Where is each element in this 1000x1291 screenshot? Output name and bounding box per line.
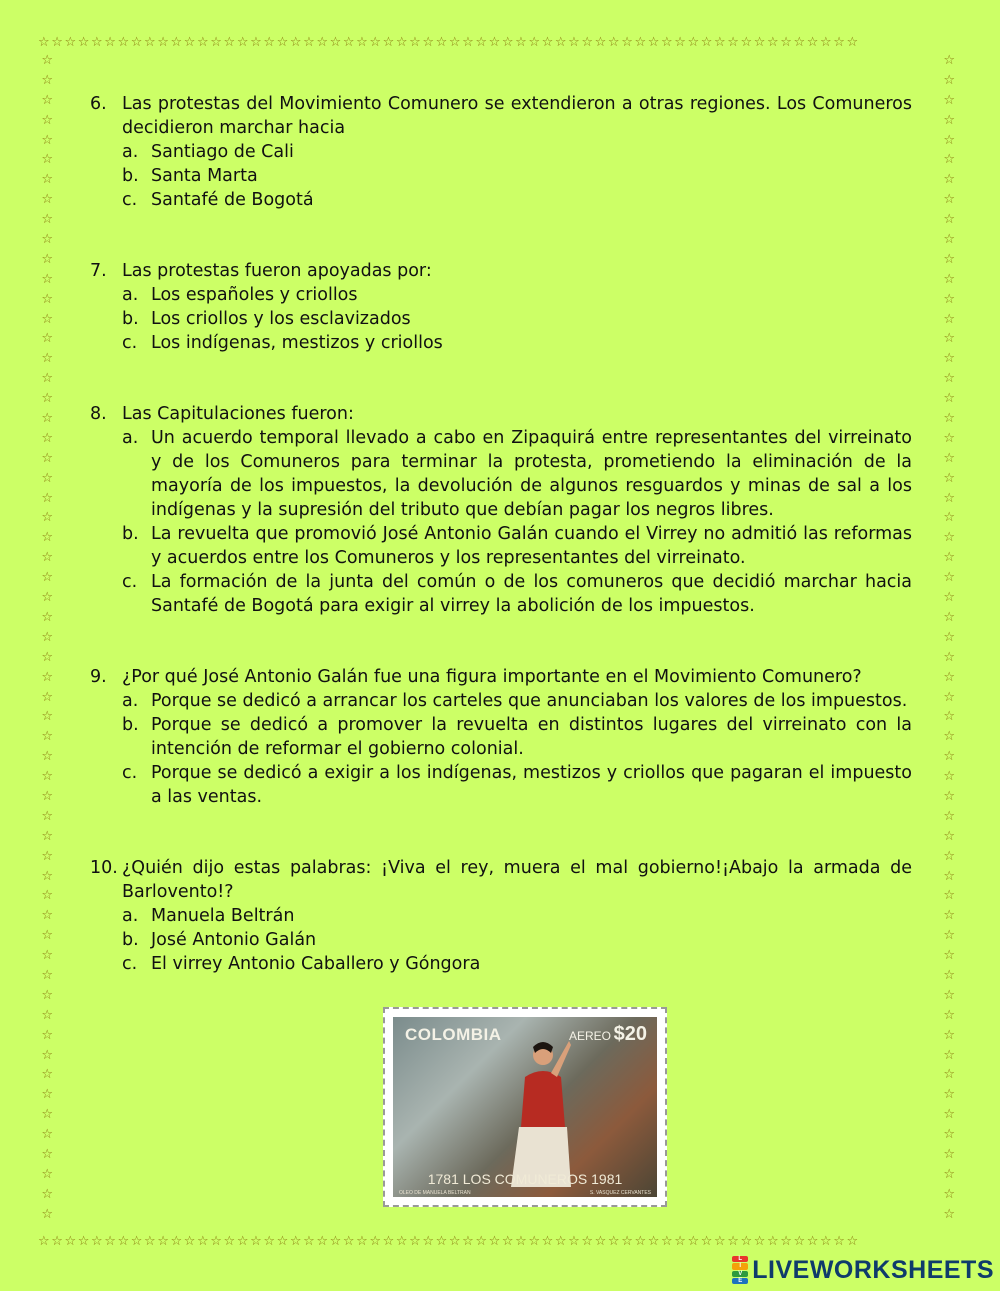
question-text: Las protestas fueron apoyadas por: bbox=[122, 261, 432, 281]
stamp-airmail: AEREO bbox=[568, 1029, 611, 1043]
answer-option[interactable] bbox=[90, 928, 912, 952]
question-6 bbox=[90, 92, 912, 212]
logo-badge-letter: V bbox=[732, 1271, 748, 1277]
answer-option[interactable] bbox=[90, 904, 912, 928]
option-letter: b. bbox=[122, 309, 139, 329]
options-list bbox=[90, 904, 912, 976]
answer-option[interactable] bbox=[90, 426, 912, 522]
answer-option[interactable] bbox=[90, 140, 912, 164]
option-text: Los españoles y criollos bbox=[151, 285, 358, 305]
option-text: Un acuerdo temporal llevado a cabo en Zipaquirá entre representantes del virreinato y de los Comuneros para terminar la protesta, prometiendo la eliminación de la mayoría de los impuestos, la devolución de algunos resguardos y minas de sal a los indígenas y la supresión del tributo que debían pagar los negros libres. bbox=[151, 428, 912, 520]
star-border-top: ☆☆☆☆☆☆☆☆☆☆☆☆☆☆☆☆☆☆☆☆☆☆☆☆☆☆☆☆☆☆☆☆☆☆☆☆☆☆☆☆☆☆☆☆☆☆☆☆☆☆☆☆☆☆☆☆☆☆☆☆☆☆ bbox=[38, 36, 860, 49]
option-letter: b. bbox=[122, 166, 139, 186]
stamp-artwork bbox=[393, 1017, 657, 1197]
option-letter: b. bbox=[122, 524, 139, 544]
stamp-image bbox=[383, 1007, 667, 1207]
stamp-credit-right: S. VASQUEZ CERVANTES bbox=[589, 1190, 651, 1196]
logo-badge-letter: E bbox=[732, 1278, 748, 1284]
question-header bbox=[90, 665, 912, 689]
answer-option[interactable] bbox=[90, 689, 912, 713]
option-letter: a. bbox=[122, 142, 139, 162]
question-10 bbox=[90, 856, 912, 976]
answer-option[interactable] bbox=[90, 164, 912, 188]
question-text: Las protestas del Movimiento Comunero se extendieron a otras regiones. Los Comuneros decidieron marchar hacia bbox=[122, 94, 912, 138]
question-number: 8. bbox=[90, 404, 107, 424]
answer-option[interactable] bbox=[90, 307, 912, 331]
star-border-bottom: ☆☆☆☆☆☆☆☆☆☆☆☆☆☆☆☆☆☆☆☆☆☆☆☆☆☆☆☆☆☆☆☆☆☆☆☆☆☆☆☆☆☆☆☆☆☆☆☆☆☆☆☆☆☆☆☆☆☆☆☆☆☆ bbox=[38, 1235, 860, 1248]
question-header bbox=[90, 856, 912, 904]
option-text: Los criollos y los esclavizados bbox=[151, 309, 411, 329]
option-letter: a. bbox=[122, 428, 139, 448]
answer-option[interactable] bbox=[90, 188, 912, 212]
option-letter: b. bbox=[122, 715, 139, 735]
woman-figure-icon bbox=[511, 1037, 571, 1187]
logo-badge-letter: L bbox=[732, 1256, 748, 1262]
question-number: 9. bbox=[90, 667, 107, 687]
option-text: José Antonio Galán bbox=[151, 930, 317, 950]
stamp-country: COLOMBIA bbox=[405, 1025, 502, 1044]
question-8 bbox=[90, 402, 912, 618]
question-header bbox=[90, 402, 912, 426]
option-letter: c. bbox=[122, 954, 138, 974]
logo-badge-icon bbox=[732, 1256, 748, 1284]
option-letter: a. bbox=[122, 906, 139, 926]
question-number: 6. bbox=[90, 94, 107, 114]
option-text: Porque se dedicó a arrancar los carteles que anunciaban los valores de los impuestos. bbox=[151, 691, 908, 711]
option-text: Santafé de Bogotá bbox=[151, 190, 314, 210]
option-text: Los indígenas, mestizos y criollos bbox=[151, 333, 443, 353]
option-text: Porque se dedicó a exigir a los indígenas, mestizos y criollos que pagaran el impuesto a las ventas. bbox=[151, 763, 912, 807]
logo-badge-letter: I bbox=[732, 1263, 748, 1269]
option-text: Santa Marta bbox=[151, 166, 258, 186]
question-text: Las Capitulaciones fueron: bbox=[122, 404, 354, 424]
option-text: La formación de la junta del común o de los comuneros que decidió marchar hacia Santafé de Bogotá para exigir al virrey la abolición de los impuestos. bbox=[151, 572, 912, 616]
question-9 bbox=[90, 665, 912, 809]
options-list bbox=[90, 689, 912, 809]
question-number: 10. bbox=[90, 858, 118, 878]
options-list bbox=[90, 426, 912, 618]
option-letter: a. bbox=[122, 285, 139, 305]
question-number: 7. bbox=[90, 261, 107, 281]
star-border-left: ☆ ☆ ☆ ☆ ☆ ☆ ☆ ☆ ☆ ☆ ☆ ☆ ☆ ☆ ☆ ☆ ☆ ☆ ☆ ☆ ☆ ☆ ☆ ☆ ☆ ☆ ☆ ☆ ☆ ☆ ☆ ☆ ☆ ☆ ☆ ☆ ☆ ☆ ☆ ☆ ☆ ☆ ☆ ☆ ☆ ☆ ☆ ☆ ☆ ☆ ☆ ☆ ☆ ☆ ☆ ☆ ☆ ☆ ☆ bbox=[41, 54, 55, 1222]
star-border-right: ☆ ☆ ☆ ☆ ☆ ☆ ☆ ☆ ☆ ☆ ☆ ☆ ☆ ☆ ☆ ☆ ☆ ☆ ☆ ☆ ☆ ☆ ☆ ☆ ☆ ☆ ☆ ☆ ☆ ☆ ☆ ☆ ☆ ☆ ☆ ☆ ☆ ☆ ☆ ☆ ☆ ☆ ☆ ☆ ☆ ☆ ☆ ☆ ☆ ☆ ☆ ☆ ☆ ☆ ☆ ☆ ☆ ☆ ☆ bbox=[943, 54, 957, 1222]
question-text: ¿Por qué José Antonio Galán fue una figura importante en el Movimiento Comunero? bbox=[122, 667, 862, 687]
option-letter: c. bbox=[122, 333, 138, 353]
logo-text: LIVEWORKSHEETS bbox=[752, 1255, 994, 1284]
option-text: La revuelta que promovió José Antonio Galán cuando el Virrey no admitió las reformas y acuerdos entre los Comuneros y los representantes del virreinato. bbox=[151, 524, 912, 568]
answer-option[interactable] bbox=[90, 952, 912, 976]
question-header bbox=[90, 92, 912, 140]
answer-option[interactable] bbox=[90, 761, 912, 809]
option-letter: c. bbox=[122, 190, 138, 210]
questions-list bbox=[90, 92, 912, 1023]
options-list bbox=[90, 283, 912, 355]
liveworksheets-logo[interactable] bbox=[732, 1255, 994, 1285]
question-text: ¿Quién dijo estas palabras: ¡Viva el rey, muera el mal gobierno!¡Abajo la armada de Barlovento!? bbox=[122, 858, 912, 902]
answer-option[interactable] bbox=[90, 283, 912, 307]
answer-option[interactable] bbox=[90, 713, 912, 761]
option-letter: c. bbox=[122, 572, 138, 592]
option-letter: a. bbox=[122, 691, 139, 711]
stamp-caption: 1781 LOS COMUNEROS 1981 bbox=[427, 1171, 623, 1187]
question-header bbox=[90, 259, 912, 283]
answer-option[interactable] bbox=[90, 331, 912, 355]
option-text: Santiago de Cali bbox=[151, 142, 294, 162]
option-text: Porque se dedicó a promover la revuelta en distintos lugares del virreinato con la intención de reformar el gobierno colonial. bbox=[151, 715, 912, 759]
option-letter: c. bbox=[122, 763, 138, 783]
stamp-value: $20 bbox=[613, 1023, 647, 1045]
option-letter: b. bbox=[122, 930, 139, 950]
answer-option[interactable] bbox=[90, 522, 912, 570]
answer-option[interactable] bbox=[90, 570, 912, 618]
stamp-credit-left: OLEO DE MANUELA BELTRAN bbox=[399, 1190, 471, 1196]
options-list bbox=[90, 140, 912, 212]
option-text: El virrey Antonio Caballero y Góngora bbox=[151, 954, 481, 974]
question-7 bbox=[90, 259, 912, 355]
option-text: Manuela Beltrán bbox=[151, 906, 295, 926]
